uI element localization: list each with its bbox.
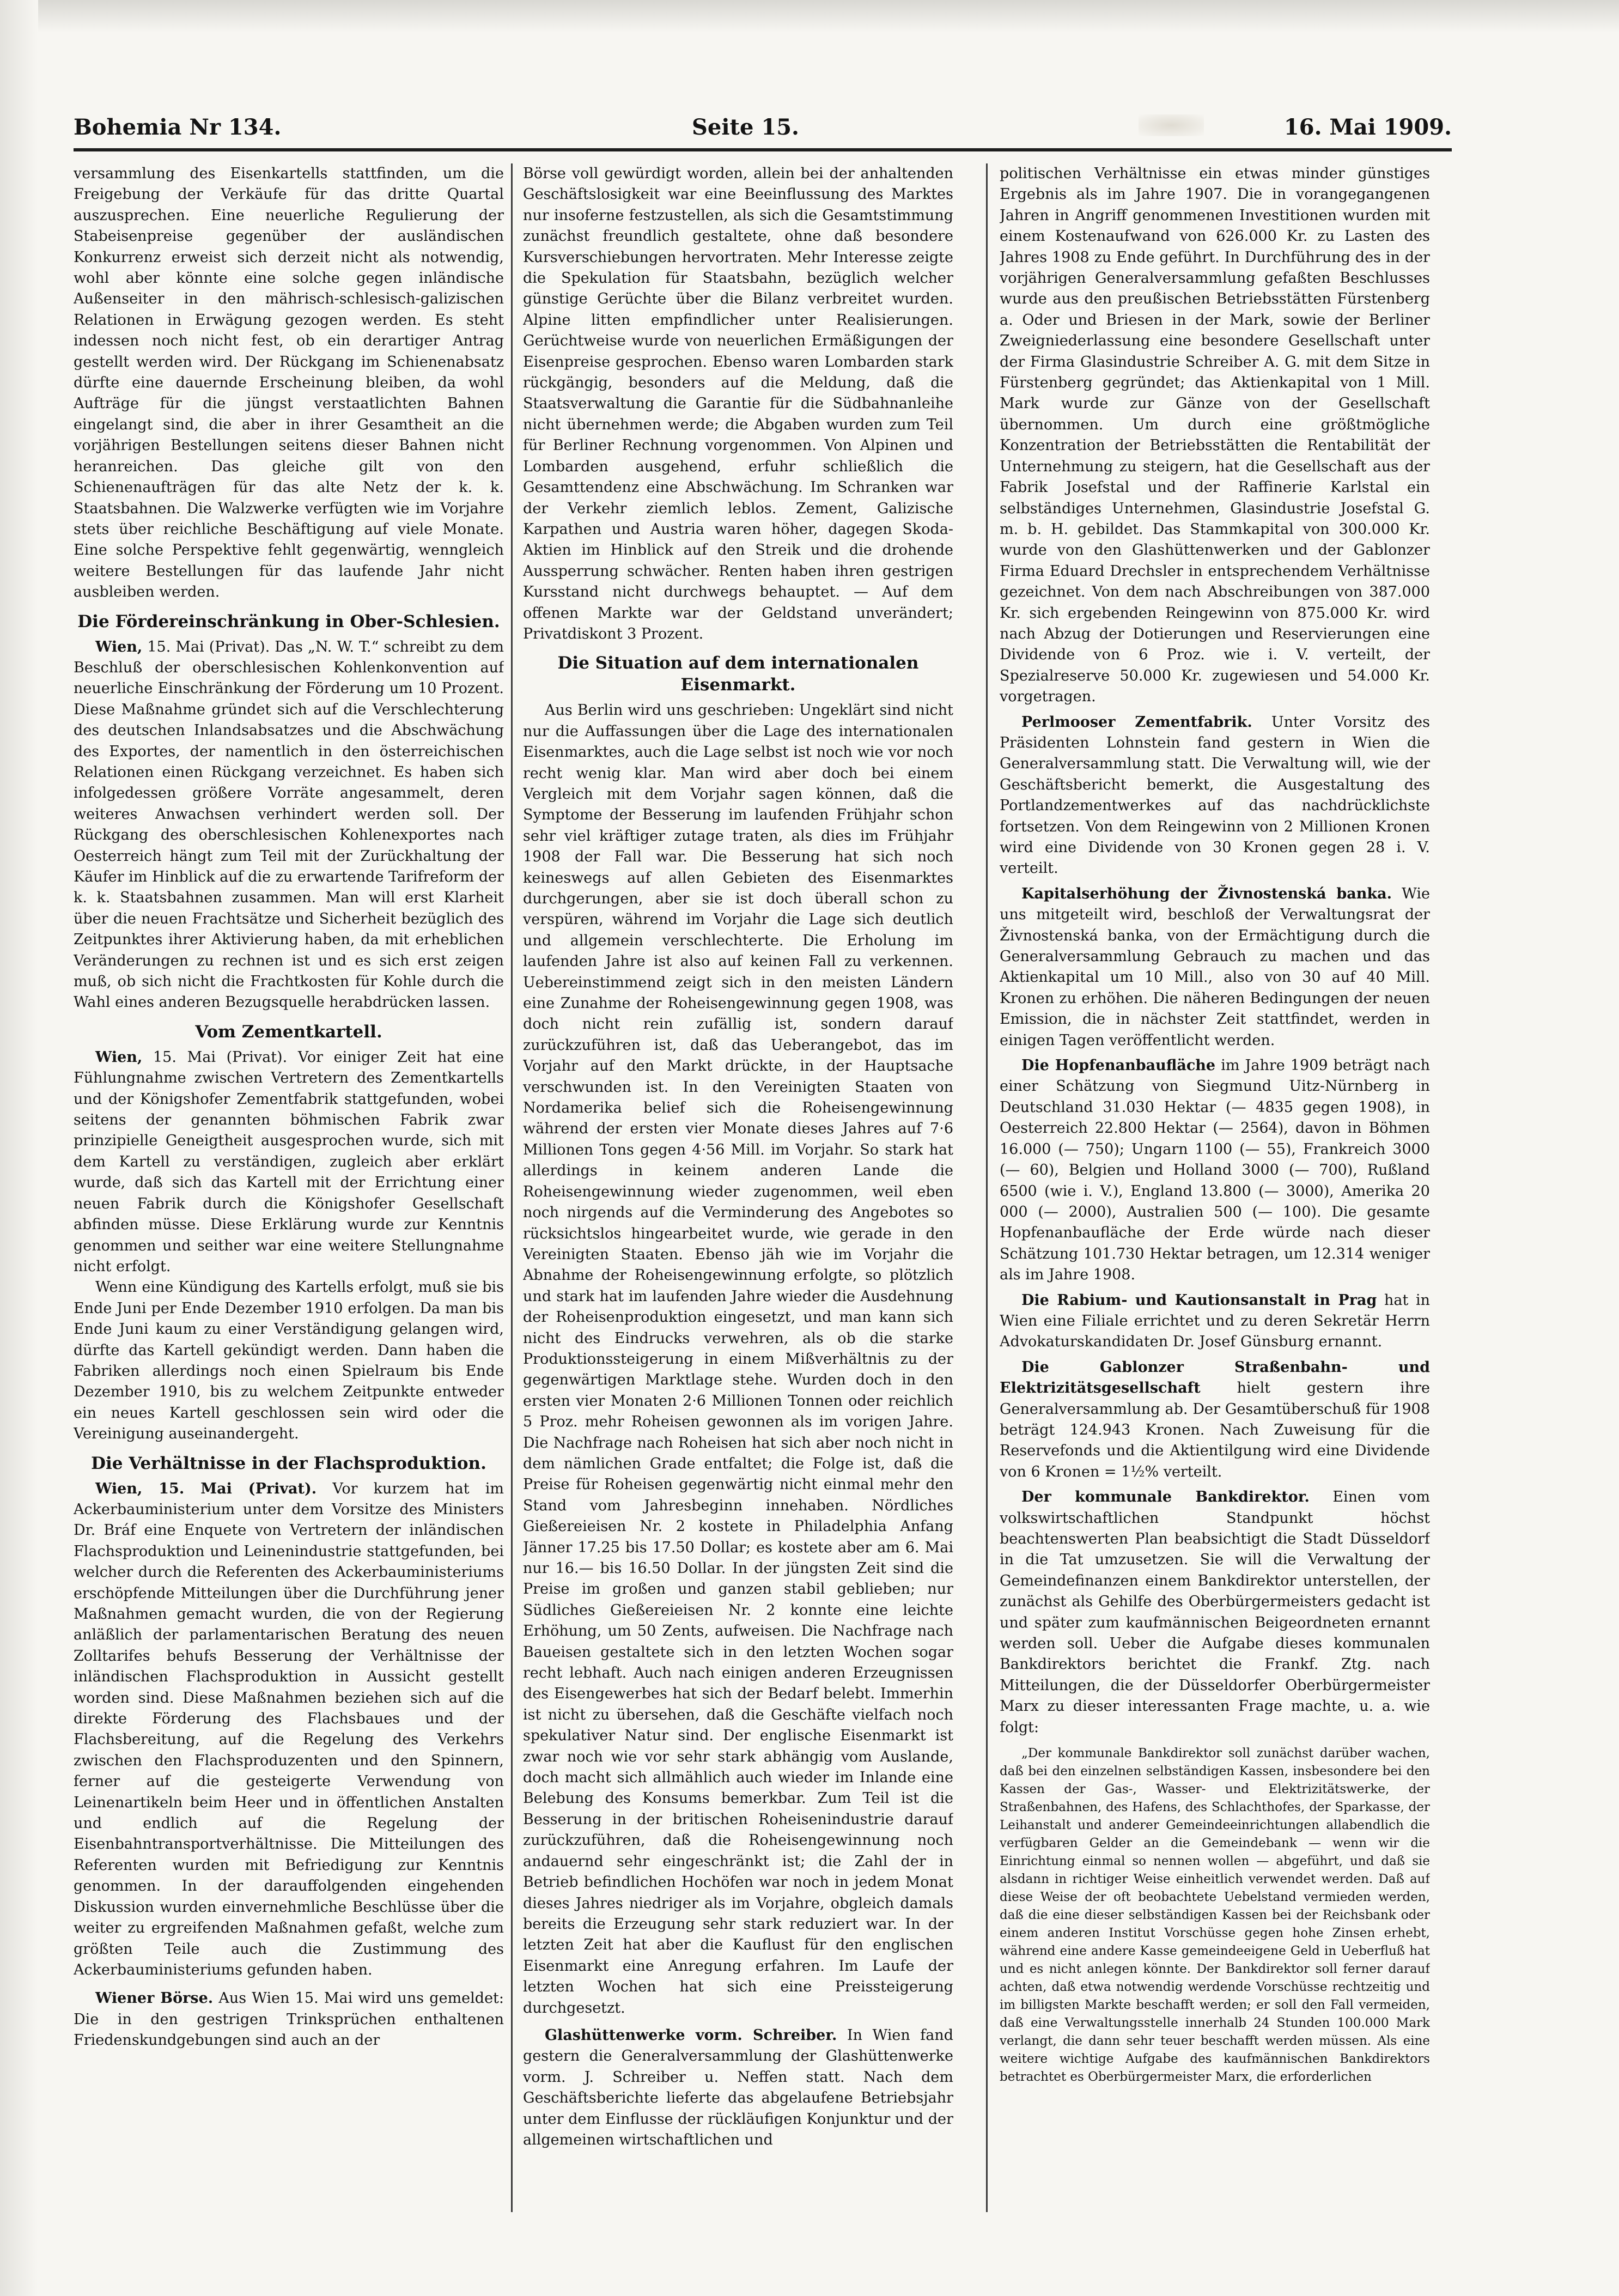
dateline: Wien, 15. Mai (Privat).	[95, 1480, 317, 1497]
article-text: Börse voll gewürdigt worden, allein bei der anhaltenden Geschäftslosigkeit war eine Beeinflussung des Marktes nur insoferne festzustellen, als sich die Gesamtstimmung zunächst freundlich gestaltete, ohne daß besondere Kursverschiebungen hervortraten. Mehr Interesse zeigte die Spekulation für Staatsbahn, bezüglich welcher günstige Gerüchte über die Bilanz verbreitet wurden. Alpine litten empfindlicher unter Realisierungen. Gerüchtweise wurde von neuerlichen Ermäßigungen der Eisenpreise gesprochen. Ebenso waren Lombarden stark rückgängig, besonders auf die Meldung, daß die Staatsverwaltung die Garantie für die Südbahnanleihe nicht übernehmen werde; die Abgaben wurden zum Teil für Berliner Rechnung vorgenommen. Von Alpinen und Lombarden ausgehend, erfuhr schließlich die Gesamttendenz eine Abschwächung. Im Schranken war der Verkehr ziemlich leblos. Zement, Galizische Karpathen und Austria waren höher, dagegen Skoda-Aktien im Hinblick auf den Streik und die drohende Aussperrung schwächer. Renten haben ihren gestrigen Kursstand nicht durchwegs behauptet. — Auf dem offenen Markte war der Geldstand unverändert; Privatdiskont 3 Prozent.	[523, 165, 953, 642]
column-rule-1	[511, 163, 513, 2212]
article-heading: Die Situation auf dem internationalen Eisenmarkt.	[557, 653, 919, 695]
run-in-heading: Glashüttenwerke vorm. Schreiber.	[545, 2026, 837, 2044]
run-in-heading: Die Gablonzer Straßenbahn- und Elektrizitätsgesellschaft	[1000, 1358, 1430, 1397]
issue-date: 16. Mai 1909.	[1283, 114, 1452, 140]
article-text: Wenn eine Kündigung des Kartells erfolgt, muß sie bis Ende Juni per Ende Dezember 1910 erfolgen. Da man bis Ende Juni kaum zu einer Verständigung gelangen wird, dürfte das Kartell gekündigt werden. Dann haben die Fabriken allerdings noch einen Spielraum bis Ende Dezember 1910, bis zu welchem Zeitpunkte entweder ein neues Kartell geschlossen sein wird oder die Vereinigung auseinandergeht.	[74, 1279, 504, 1443]
article-text	[1000, 1055, 1430, 1285]
page-header	[74, 114, 1452, 153]
article-text	[523, 2025, 953, 2151]
article-heading: Die Verhältnisse in der Flachsproduktion.	[91, 1453, 486, 1473]
page-number: Seite 15.	[692, 114, 799, 140]
scan-edge-top	[0, 0, 1619, 33]
article-body: hat in Wien eine Filiale errichtet und zu deren Sekretär Herrn Advokaturskandidaten Dr. Josef Günsburg ernannt.	[1000, 1291, 1430, 1351]
paper-name: Bohemia Nr 134.	[74, 114, 282, 140]
column-2	[523, 163, 953, 2212]
article-body: Einen vom volkswirtschaftlichen Standpunkt höchst beachtenswerten Plan beabsichtigt die Stadt Düsseldorf in die Tat umzusetzen. Sie will die Verwaltung der Gemeindefinanzen einem Bankdirektor unterstellen, der zunächst als Gehilfe des Oberbürgermeisters gedacht ist und später zum kaufmännischen Beigeordneten ernannt werden soll. Ueber die Aufgabe dieses kommunalen Bankdirektors berichtet die Frankf. Ztg. nach Mitteilungen, die der Düsseldorfer Oberbürgermeister Marx zu dieser interessanten Frage machte, u. a. wie folgt:	[1000, 1489, 1430, 1736]
article-text	[1000, 1487, 1430, 1738]
article-text	[74, 637, 504, 1013]
article-text: politischen Verhältnisse ein etwas minder günstiges Ergebnis als im Jahre 1907. Die in vorangegangenen Jahren in Angriff genommenen Investitionen wurden mit einem Kostenaufwand von 626.000 Kr. zu Lasten des Jahres 1908 zu Ende geführt. In Durchführung des in der vorjährigen Generalversammlung gefaßten Beschlusses wurde aus den preußischen Betriebsstätten Fürstenberg a. Oder und Briesen in der Mark, sowie der Berliner Zweigniederlassung eine besondere Gesellschaft unter der Firma Glasindustrie Schreiber A. G. mit dem Sitze in Fürstenberg gegründet; das Aktienkapital von 1 Mill. Mark wurde zur Gänze von der Gesellschaft übernommen. Um durch eine größtmögliche Konzentration der Betriebsstätten die Rentabilität der Unternehmung zu steigern, hat die Gesellschaft aus der Fabrik Josefstal und der Raffinerie Karlstal ein selbständiges Unternehmen, Glasindustrie Josefstal G. m. b. H. gebildet. Das Stammkapital von 300.000 Kr. wurde von den Glashüttenwerken und der Gablonzer Firma Eduard Drechsler in entsprechendem Verhältnisse gezeichnet. Von dem nach Abschreibungen von 387.000 Kr. sich ergebenden Reingewinn von 875.000 Kr. wird nach Abzug der Dotierungen und Reservierungen eine Dividende von 6 Proz. wie i. V. verteilt, der Spezialreserve 50.000 Kr. zugewiesen und 54.000 Kr. vorgetragen.	[1000, 165, 1430, 706]
run-in-heading: Der kommunale Bankdirektor.	[1021, 1489, 1310, 1506]
column-rule-2	[986, 163, 988, 2212]
run-in-heading: Die Hopfenanbaufläche	[1021, 1057, 1216, 1074]
run-in-heading: Die Rabium- und Kautionsanstalt in Prag	[1021, 1291, 1377, 1309]
article-body: Unter Vorsitz des Präsidenten Lohnstein fand gestern in Wien die Generalversammlung statt. Die Verwaltung will, wie der Geschäftsbericht bemerkt, die Ausgestaltung des Portlandzementwerkes auf das nachdrücklichste fortsetzen. Von dem Reingewinn von 2 Millionen Kronen wird eine Dividende von 30 Kronen gegen 28 i. V. verteilt.	[1000, 713, 1430, 877]
article-body: 15. Mai (Privat). Das „N. W. T.“ schreibt zu dem Beschluß der oberschlesischen Kohlenkonvention auf neuerliche Einschränkung der Förderung um 10 Prozent. Diese Maßnahme gründet sich auf die Verschlechterung des deutschen Inlandsabsatzes und die Abschwächung des Exportes, der namentlich in den österreichischen Relationen einen Rückgang verzeichnet. Es haben sich infolgedessen größere Vorräte angesammelt, deren weiteres Anwachsen verhindert werden soll. Der Rückgang des oberschlesischen Kohlenexportes nach Oesterreich hängt zum Teil mit der Zurückhaltung der Käufer im Hinblick auf die zu erwartende Tarifreform der k. k. Staatsbahnen zusammen. Man will erst Klarheit über die neuen Frachtsätze und Sicherheit bezüglich des Zeitpunktes ihrer Aktivierung haben, da mit erheblichen Veränderungen zu rechnen ist und es sich erst zeigen muß, ob sich nicht die Frachtkosten für Kohle durch die Wahl eines anderen Bezugsquelle herabdrücken lassen.	[74, 638, 504, 1011]
article-body: im Jahre 1909 beträgt nach einer Schätzung von Siegmund Uitz-Nürnberg in Deutschland 31.030 Hektar (— 4835 gegen 1908), in Oesterreich 22.800 Hektar (— 2564), davon in Böhmen 16.000 (— 750); Ungarn 1100 (— 55), Frankreich 3000 (— 60), Belgien und Holland 3000 (— 700), Rußland 6500 (wie i. V.), England 13.800 (— 3000), Amerika 20 000 (— 2000), Australien 500 (— 100). Die gesamte Hopfenanbaufläche der Erde würde nach dieser Schätzung 101.730 Hektar betragen, um 12.314 weniger als im Jahre 1908.	[1000, 1057, 1430, 1284]
dateline: Wien,	[95, 1048, 143, 1066]
article-body: 15. Mai (Privat). Vor einiger Zeit hat eine Fühlungnahme zwischen Vertretern des Zementkartells und der Königshofer Zementfabrik stattgefunden, wobei seitens der genannten böhmischen Fabrik zwar prinzipielle Geneigtheit ausgesprochen wurde, sich mit dem Kartell zu verständigen, zugleich aber erklärt wurde, daß sich das Kartell mit der Errichtung einer neuen Fabrik durch die Königshofer Gesellschaft abfinden müsse. Diese Erklärung wurde zur Kenntnis genommen und seither war eine weitere Stellungnahme nicht erfolgt.	[74, 1048, 504, 1275]
dateline: Wien,	[95, 638, 143, 655]
scan-edge-left	[0, 0, 38, 2296]
article-heading: Vom Zementkartell.	[195, 1022, 382, 1042]
run-in-heading: Wiener Börse.	[95, 1990, 214, 2007]
article-body: In Wien fand gestern die Generalversammlung der Glashüttenwerke vorm. J. Schreiber u. Neffen statt. Nach dem Geschäftsberichte lieferte das abgelaufene Betriebsjahr unter dem Einflusse der rückläufigen Konjunktur und der allgemeinen wirtschaftlichen und	[523, 2026, 953, 2148]
column-1	[74, 163, 504, 2212]
article-text	[74, 1988, 504, 2051]
article-text	[1000, 1290, 1430, 1353]
article-body: hielt gestern ihre Generalversammlung ab. Der Gesamtüberschuß für 1908 beträgt 124.943 Kronen. Nach Zuweisung für die Reservefonds und die Aktientilgung wird eine Dividende von 6 Kronen = 1½% verteilt.	[1000, 1380, 1430, 1480]
article-text	[1000, 1357, 1430, 1483]
article-text	[1000, 712, 1430, 879]
article-heading: Die Fördereinschränkung in Ober-Schlesien.	[77, 611, 500, 631]
quoted-text: „Der kommunale Bankdirektor soll zunächst darüber wachen, daß bei den einzelnen selbständigen Kassen, insbesondere bei den Kassen der Gas-, Wasser- und Elektrizitätswerke, der Straßenbahnen, des Hafens, des Schlachthofes, der Sparkasse, der Leihanstalt und anderer Gemeindeeinrichtungen allabendlich die verfügbaren Gelder an die Gemeindebank — wenn wir die Einrichtung einmal so nennen wollen — abgeführt, und daß sie alsdann in richtiger Weise einheitlich verwendet werden. Daß auf diese Weise der oft beobachtete Uebelstand vermieden werden, daß die eine dieser selbständigen Kassen bei der Reichsbank oder einem anderen Institut Vorschüsse gegen hohe Zinsen erhebt, während eine andere Kasse gemeindeeigene Geld in Ueberfluß hat und es nicht anlegen könnte. Der Bankdirektor soll ferner darauf achten, daß etwa notwendig werdende Vorschüsse rechtzeitig und im billigsten Markte beschafft werden; er soll den Fall vermeiden, daß eine Verwaltungsstelle innerhalb 24 Stunden 100.000 Mark verlangt, die dann sehr teuer beschafft werden müssen. Als eine weitere wichtige Aufgabe des kaufmännischen Bankdirektors betrachtet es Oberbürgermeister Marx, die erforderlichen	[1000, 1746, 1430, 2085]
column-3	[1000, 163, 1430, 2212]
article-body: Vor kurzem hat im Ackerbauministerium unter dem Vorsitze des Ministers Dr. Bráf eine Enquete von Vertretern der inländischen Flachsproduktion und Leinenindustrie stattgefunden, bei welcher durch die Referenten des Ackerbauministeriums erschöpfende Mitteilungen über die Durchführung jener Maßnahmen gemacht wurden, die von der Regierung anläßlich der parlamentarischen Beratung des neuen Zolltarifes behufs Besserung der Verhältnisse der inländischen Flachsproduktion in Aussicht gestellt worden sind. Diese Maßnahmen beziehen sich auf die direkte Förderung des Flachsbaues und der Flachsbereitung, auf die Regelung des Verkehrs zwischen den Flachsproduzenten und den Spinnern, ferner auf die gesteigerte Verwendung von Leinenartikeln beim Heer und in öffentlichen Anstalten und endlich auf die Regelung der Eisenbahntransportverhältnisse. Die Mitteilungen des Referenten wurden mit Befriedigung zur Kenntnis genommen. In der darauffolgenden eingehenden Diskussion wurden einvernehmliche Beschlüsse über die weiter zu ergreifenden Maßnahmen gefaßt, welche zum größten Teile auch die Zustimmung des Ackerbauministeriums gefunden haben.	[74, 1480, 504, 1978]
article-body: Wie uns mitgeteilt wird, beschloß der Verwaltungsrat der Živnostenská banka, von der Ermächtigung durch die Generalversammlung Gebrauch zu machen und das Aktienkapital um 10 Mill., also von 30 auf 40 Mill. Kronen zu erhöhen. Die näheren Bedingungen der neuen Emission, die in nächster Zeit stattfindet, werden in einigen Tagen veröffentlicht werden.	[1000, 885, 1430, 1049]
header-rule	[74, 148, 1452, 151]
article-text: Aus Berlin wird uns geschrieben: Ungeklärt sind nicht nur die Auffassungen über die Lage des internationalen Eisenmarktes, auch die Lage selbst ist noch wie vor noch recht wenig klar. Man wird aber doch bei einem Vergleich mit dem Vorjahr sagen können, daß die Symptome der Besserung im laufenden Frühjahr schon sehr viel kräftiger zutage traten, als dies im Frühjahr 1908 der Fall war. Die Besserung hat sich noch keineswegs auf allen Gebieten des Eisenmarktes durchgerungen, aber sie ist doch überall schon zu verspüren, während im Vorjahr die Lage sich deutlich und allgemein verschlechterte. Die Erholung im laufenden Jahre ist also auf keinen Fall zu verkennen. Uebereinstimmend zeigt sich in den meisten Ländern eine Zunahme der Roheisengewinnung gegen 1908, was doch nicht rein zufällig ist, sondern darauf zurückzuführen ist, daß das Ueberangebot, das im Vorjahr auf den Markt drückte, in der Hauptsache verschwunden ist. In den Vereinigten Staaten von Nordamerika belief sich die Roheisengewinnung während der ersten vier Monate dieses Jahres auf 7·6 Millionen Tons gegen 4·56 Mill. im Vorjahr. So stark hat allerdings in keinem anderen Lande die Roheisengewinnung wieder zugenommen, weil eben noch nirgends auf die Verminderung des Angebotes so rücksichtslos hingearbeitet wurde, wie gerade in den Vereinigten Staaten. Ebenso jäh wie im Vorjahr die Abnahme der Roheisengewinnung erfolgte, so plötzlich und stark hat im laufenden Jahre wieder die Ausdehnung der Roheisenproduktion eingesetzt, und man kann sich nicht des Eindrucks verwehren, als ob die starke Produktionssteigerung in einem Mißverhältnis zu der gegenwärtigen Marktlage stehe. Wurden doch in den ersten vier Monaten 2·6 Millionen Tonnen oder reichlich 5 Proz. mehr Roheisen gewonnen als im vorigen Jahre. Die Nachfrage nach Roheisen hat sich aber noch nicht in dem nämlichen Grade entfaltet; die Folge ist, daß die Preise für Roheisen gegenwärtig nicht einmal mehr den Stand vom Jahresbeginn innehaben. Nördliches Gießereieisen Nr. 2 kostete in Philadelphia Anfang Jänner 17.25 bis 17.50 Dollar; es kostete aber am 6. Mai nur 16.— bis 16.50 Dollar. In der jüngsten Zeit sind die Preise im großen und ganzen stabil geblieben; nur Südliches Gießereieisen Nr. 2 konnte eine leichte Erhöhung, um 50 Zents, aufweisen. Die Nachfrage nach Baueisen gestaltete sich in den letzten Wochen sogar recht lebhaft. Auch nach einigen anderen Erzeugnissen des Eisengewerbes hat sich der Bedarf belebt. Immerhin ist nicht zu übersehen, daß die Geschäfte vielfach noch spekulativer Natur sind. Der englische Eisenmarkt ist zwar noch wie vor sehr stark abhängig vom Auslande, doch macht sich allmählich auch wieder im Inlande eine Belebung des Konsums bemerkbar. Zum Teil ist die Besserung in der britischen Roheisenindustrie darauf zurückzuführen, daß die Roheisengewinnung noch andauernd sehr eingeschränkt ist; die Zahl der in Betrieb befindlichen Hochöfen war noch in jedem Monat dieses Jahres niedriger als im Vorjahre, obgleich damals bereits die Erzeugung sehr stark reduziert war. In der letzten Zeit hat aber die Kauflust für den englischen Eisenmarkt eine Anregung erfahren. Im Laufe der letzten Wochen hat sich eine Preissteigerung durchgesetzt.	[523, 702, 953, 2016]
article-body: Aus Wien 15. Mai wird uns gemeldet: Die in den gestrigen Trinksprüchen enthaltenen Friedenskundgebungen sind auch an der	[74, 1990, 504, 2049]
article-text	[74, 1047, 504, 1277]
article-text	[74, 1479, 504, 1981]
run-in-heading: Perlmooser Zementfabrik.	[1021, 713, 1252, 731]
article-text	[1000, 884, 1430, 1051]
article-text: versammlung des Eisenkartells stattfinden, um die Freigebung der Verkäufe für das dritte Quartal auszusprechen. Eine neuerliche Regulierung der Stabeisenpreise gegenüber der ausländischen Konkurrenz erweist sich derzeit nicht als notwendig, wohl aber könnte eine solche gegen inländische Außenseiter in den mährisch-schlesisch-galizischen Relationen in Erwägung gezogen werden. Es steht indessen noch nicht fest, ob ein derartiger Antrag gestellt werden wird. Der Rückgang im Schienenabsatz dürfte eine dauernde Erscheinung bleiben, da wohl Aufträge für die jüngst verstaatlichten Bahnen eingelangt sind, die aber in ihrer Gesamtheit an die vorjährigen Bestellungen seitens dieser Bahnen nicht heranreichen. Das gleiche gilt von den Schienenaufträgen für das alte Netz der k. k. Staatsbahnen. Die Walzwerke verfügten wie im Vorjahre stets über reichliche Beschäftigung auf viele Monate. Eine solche Perspektive fehlt gegenwärtig, wenngleich weitere Bestellungen für das laufende Jahr nicht ausbleiben werden.	[74, 165, 504, 601]
run-in-heading: Kapitalserhöhung der Živnostenská banka.	[1021, 885, 1392, 902]
